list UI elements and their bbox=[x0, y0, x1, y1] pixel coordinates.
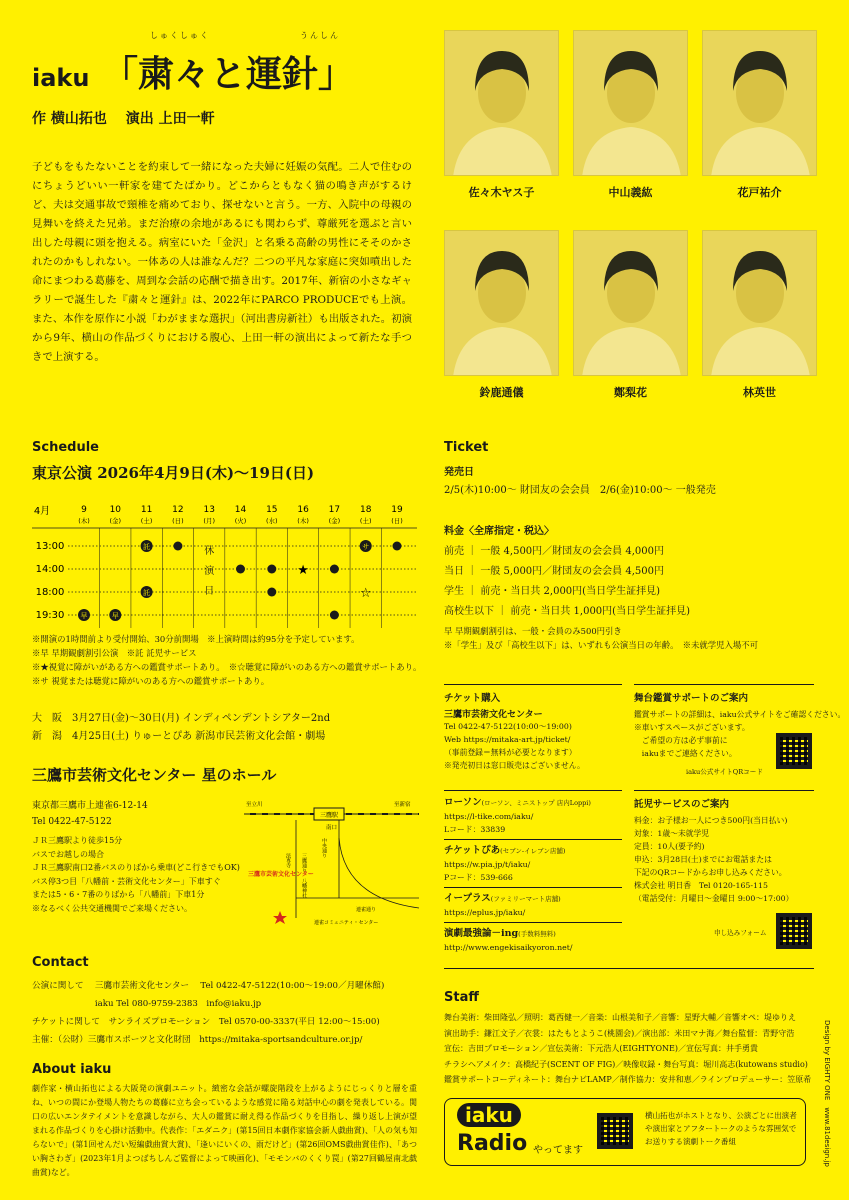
vendor-name: チケットぴあ bbox=[444, 845, 501, 856]
day-weekday: (木) bbox=[78, 517, 90, 525]
synopsis: 子どもをもたないことを約束して一緒になった夫婦に妊娠の気配。二人で住むのにちょうどいい一軒家を建てたばかり。どこからともなく猫の鳴き声がするけど、夫は交通事故で頸椎を痛めており、探せないと言う。一方、入院中の母親の見舞いを終えた兄弟。まだ治療の余地があるにも関わらず、尊厳死を選ぶと言い出した母親に頭を抱える。病室にいた「金沢」と名乗る高齢の男性にそそのかされたのかもしれない。一体あの人は誰なんだ？二つの平凡な家庭に突如噴出した命にまつわる葛藤を、周到な会話の応酬で描き出す。2017年、新宿の小さなギャラリーで誕生した『粛々と運針』は、2022年にPARCO PRODUCEでも上演。また、本作を原作に小説「わがままな選択」（河出書房新社）も出版された。初演から9年、横山の作品づくりにおける腹心、上田一軒の演出によって新たな手つきで上演する。 bbox=[32, 161, 412, 363]
title-ruby-2: うんしん bbox=[300, 31, 340, 40]
tel-line: Tel 0422-47-5122 bbox=[32, 817, 112, 827]
vendor-sub: (ファミリーマート店舗) bbox=[490, 895, 561, 903]
schedule-heading: Schedule bbox=[32, 440, 99, 455]
vendor-line[interactable]: Pコード：539-666 bbox=[444, 873, 513, 882]
childcare-line: 対象：1歳～未就学児 bbox=[634, 829, 710, 838]
venue-address bbox=[32, 798, 148, 830]
map-community: 連雀コミュニティ・センター bbox=[314, 920, 379, 926]
map-station: 三鷹駅 bbox=[319, 812, 339, 819]
schedule-note: ※開演の1時間前より受付開始、30分前開場 ※上演時間は約95分を予定しています。 bbox=[32, 634, 360, 644]
performance-mark bbox=[267, 588, 276, 597]
about-heading: About iaku bbox=[32, 1062, 112, 1077]
schedule-note: ※サ 視覚または聴覚に障がいのある方への鑑賞サポートあり。 bbox=[32, 676, 270, 686]
special-mark-label: 早 bbox=[111, 612, 119, 620]
support-qr-label: iaku公式サイトQRコード bbox=[686, 768, 763, 776]
title-ruby-1: しゅくしゅく bbox=[150, 31, 210, 40]
day-number: 13 bbox=[203, 505, 215, 515]
tour-info bbox=[32, 710, 330, 746]
price-block bbox=[444, 522, 758, 652]
support-mark: ☆ bbox=[359, 586, 372, 601]
vendor-line[interactable]: https://w.pia.jp/t/iaku/ bbox=[444, 860, 531, 869]
access-line: バスでお越しの場合 bbox=[32, 849, 104, 859]
vendor-name: 演劇最強論－ing bbox=[444, 928, 519, 939]
mitaka-line: ※発売初日は窓口販売はございません。 bbox=[444, 761, 585, 770]
mitaka-line: Tel 0422-47-5122(10:00～19:00) bbox=[444, 722, 572, 731]
day-number: 12 bbox=[172, 505, 184, 515]
map-street2: 中央通り bbox=[321, 838, 327, 858]
access-line: または5・6・7番のりばから「八幡前」下車1分 bbox=[32, 890, 205, 899]
cast-name: 中山義紘 bbox=[608, 186, 653, 199]
staff-heading: Staff bbox=[444, 990, 479, 1005]
tour-line: 大 阪 3月27日(金)～30日(月) インディペンデントシアター2nd bbox=[32, 713, 331, 724]
day-weekday: (土) bbox=[140, 517, 153, 525]
vendor-line[interactable]: http://www.engekisaikyoron.net/ bbox=[444, 943, 573, 952]
cast-member bbox=[444, 30, 559, 200]
contact-line: 主催：（公財）三鷹市スポーツと文化財団 https://mitaka-sportsandculture.or.jp/ bbox=[32, 1035, 363, 1045]
map-line-left: 至立川 bbox=[246, 802, 263, 808]
vendor-name: イープラス bbox=[444, 893, 491, 904]
support-qr-code[interactable] bbox=[776, 733, 812, 769]
vendor-sub: (セブン-イレブン店舗) bbox=[500, 847, 566, 855]
schedule-title: 東京公演 2026年4月9日(木)～19日(日) bbox=[32, 464, 315, 482]
radio-logo-top: iaku bbox=[457, 1103, 521, 1127]
vendor-eplus bbox=[444, 892, 622, 923]
map-south-exit: 南口 bbox=[326, 825, 338, 831]
childcare-heading: 託児サービスのご案内 bbox=[634, 799, 730, 810]
day-weekday: (金) bbox=[109, 517, 122, 525]
childcare-qr-code[interactable] bbox=[776, 913, 812, 949]
about-text: 劇作家・横山拓也による大阪発の演劇ユニット。緻密な会話が螺旋階段を上がるようにじっくりと層を重ね、いつの間にか登場人物たちの葛藤に立ち会っているような感覚に陥る対話中心の劇を発表している。関口の広いエンタテイメントを意識しながら、大人の鑑賞に耐え得る作品づくりを目指し、繰り返し上演が望まれる作品づくりを心掛け活動中。代表作：「エダニク」(第15回日本劇作家協会新人戯曲賞)、「人の気も知らないで」(第1回せんだい短編戯曲賞大賞)、「逢いにいくの、雨だけど」(第26回OMS戯曲賞佳作)、「あつい胸さわぎ」(2023年1月よつばちしんご監督によって映画化)、「モモンバのくくり罠」(第27回鶴屋南北戯曲賞)など。 bbox=[32, 1084, 417, 1177]
price-line: 前売 ｜ 一般 4,500円／財団友の会会員 4,000円 bbox=[444, 546, 664, 557]
special-mark-label: 託 bbox=[143, 589, 151, 597]
mitaka-line: Web https://mitaka-art.jp/ticket/ bbox=[444, 735, 571, 744]
staff-line: 演出助手：鎌江文子／衣裳：はたもとようこ(桃園会)／演出部：米田マナ海／舞台監督：青野守浩 bbox=[444, 1028, 795, 1038]
price-note: 早 早期観劇割引は、一般・会員のみ500円引き bbox=[444, 626, 622, 636]
address-line: 東京都三鷹市上連雀6-12-14 bbox=[32, 801, 148, 811]
cast-name: 林英世 bbox=[743, 386, 776, 399]
time-label: 13:00 bbox=[35, 541, 65, 552]
cast-photo bbox=[444, 30, 559, 176]
radio-desc: 横山拓也がホストとなり、公演ごとに出演者や演出家とアフタートークのような雰囲気でお送りする演劇トーク番組 bbox=[645, 1111, 797, 1146]
support-line: 鑑賞サポートの詳細は、iaku公式サイトをご確認ください。 bbox=[634, 710, 846, 719]
support-line: ご希望の方は必ず事前に bbox=[634, 736, 728, 745]
childcare-line: （電話受付：月曜日～金曜日 9:00～17:00） bbox=[634, 894, 794, 903]
special-mark-label: 早 bbox=[80, 612, 88, 620]
credits: 作 横山拓也 演出 上田一軒 bbox=[32, 111, 215, 127]
day-weekday: (水) bbox=[266, 517, 278, 525]
performance-mark bbox=[393, 542, 402, 551]
radio-qr-code[interactable] bbox=[597, 1113, 633, 1149]
purchase-box bbox=[444, 690, 622, 772]
vendor-name: ローソン bbox=[444, 797, 482, 808]
title-text: 「粛々と運針」 bbox=[102, 53, 355, 95]
page-title bbox=[32, 46, 354, 97]
cast-name: 佐々木ヤス子 bbox=[468, 186, 535, 199]
staff-line: 鑑賞サポートコーディネート：舞台ナビLAMP／制作協力：安井和恵／ラインプロデューサー：笠原希 bbox=[444, 1075, 812, 1084]
map-street3: 法専寺 bbox=[285, 853, 291, 868]
schedule-note: ※★視覚に障がいがある方への鑑賞サポートあり。 ※☆聴覚に障がいのある方への鑑賞サポートあり。 bbox=[32, 662, 422, 672]
purchase-mitaka: 三鷹市芸術文化センター bbox=[444, 710, 543, 720]
price-note: ※「学生」及び「高校生以下」は、いずれも公演当日の年齢。 ※未就学児入場不可 bbox=[444, 640, 759, 650]
performance-mark bbox=[267, 565, 276, 574]
day-number: 19 bbox=[391, 505, 403, 515]
purchase-others bbox=[444, 796, 622, 958]
staff-list bbox=[444, 1010, 811, 1088]
map-center: 三鷹市芸術文化センター bbox=[248, 871, 314, 878]
support-line: iakuまでご連絡ください。 bbox=[634, 749, 737, 758]
day-number: 11 bbox=[140, 505, 153, 515]
price-line: 当日 ｜ 一般 5,000円／財団友の会会員 4,500円 bbox=[444, 566, 664, 577]
access-line: ＪＲ三鷹駅南口2番バスのりばから乗車(どこ行きでもOK) bbox=[32, 863, 240, 872]
access-line: ※なるべく公共交通機関でご来場ください。 bbox=[32, 903, 192, 913]
access-map bbox=[244, 798, 419, 928]
schedule-note: ※早 早期観劇割引公演 ※託 託児サービス bbox=[32, 648, 197, 658]
support-line: ※車いすスペースがございます。 bbox=[634, 723, 750, 732]
contact-line: iaku Tel 080-9759-2383 info@iaku.jp bbox=[32, 999, 262, 1009]
childcare-line: 料金：お子様お一人につき500円(当日払い) bbox=[634, 816, 788, 825]
performance-mark bbox=[173, 542, 182, 551]
month-label: 4月 bbox=[33, 506, 51, 517]
cast-member bbox=[573, 230, 688, 400]
ticket-sale bbox=[444, 464, 716, 500]
vendor-line[interactable]: https://l-tike.com/iaku/ bbox=[444, 812, 534, 821]
vendor-lawson bbox=[444, 796, 622, 840]
childcare-line: 申込：3月28日(土)までにお電話または bbox=[634, 855, 772, 864]
staff-line: 舞台美術：柴田隆弘／照明：葛西健一／音楽：山根美和子／音響：星野大輔／音響オペ：堤ゆりえ bbox=[444, 1013, 796, 1022]
support-mark: ★ bbox=[297, 563, 309, 578]
vendor-line[interactable]: Lコード：33839 bbox=[444, 825, 506, 834]
cast-member bbox=[702, 230, 817, 400]
contact-info bbox=[32, 977, 384, 1049]
mitaka-line: （事前登録＝無料が必要となります） bbox=[444, 748, 577, 757]
cast-photo bbox=[702, 30, 817, 176]
cast-member bbox=[702, 30, 817, 200]
contact-heading: Contact bbox=[32, 955, 89, 970]
cast-name: 鄭梨花 bbox=[614, 386, 647, 399]
title-prefix: iaku bbox=[32, 64, 90, 92]
access-line: ＪＲ三鷹駅より徒歩15分 bbox=[32, 836, 123, 845]
vendor-engeki bbox=[444, 927, 622, 954]
special-mark-label: サ bbox=[362, 543, 370, 551]
price-line: 学生 ｜ 前売・当日共 2,000円(当日学生証拝見) bbox=[444, 586, 660, 597]
map-shrine: 八幡神社 bbox=[301, 878, 307, 898]
vendor-line[interactable]: https://eplus.jp/iaku/ bbox=[444, 908, 526, 917]
contact-line: チケットに関して サンライズプロモーション Tel 0570-00-3337(平日 12:00～15:00) bbox=[32, 1017, 380, 1027]
venue-name: 三鷹市芸術文化センター 星のホール bbox=[32, 766, 277, 784]
tour-line: 新 潟 4月25日(土) りゅーとぴあ 新潟市民芸術文化会館・劇場 bbox=[32, 731, 326, 742]
radio-banner bbox=[444, 1098, 806, 1166]
day-weekday: (木) bbox=[297, 517, 309, 525]
time-label: 18:00 bbox=[35, 587, 65, 598]
closed-day-label: 休 bbox=[204, 546, 215, 557]
performance-mark bbox=[330, 611, 339, 620]
closed-day-label: 日 bbox=[204, 586, 215, 597]
time-label: 19:30 bbox=[35, 610, 65, 621]
day-weekday: (日) bbox=[172, 517, 184, 525]
sale-label: 発売日 bbox=[444, 467, 474, 478]
cast-member bbox=[573, 30, 688, 200]
day-number: 16 bbox=[297, 505, 309, 515]
staff-line: チラシヘアメイク：高橋紀子(SCENT OF FIG)／映像収録・舞台写真：堀川高志(kutowans studio) bbox=[444, 1059, 808, 1069]
day-number: 17 bbox=[328, 505, 341, 515]
time-label: 14:00 bbox=[35, 564, 65, 575]
day-number: 9 bbox=[81, 505, 87, 515]
access-info bbox=[32, 834, 240, 915]
vendor-pia bbox=[444, 844, 622, 888]
schedule-table bbox=[32, 500, 417, 630]
price-line: 高校生以下 ｜ 前売・当日共 1,000円(当日学生証拝見) bbox=[444, 606, 690, 617]
cast-member bbox=[444, 230, 559, 400]
access-line: バス停3つ目「八幡前・芸術文化センター」下車すぐ bbox=[32, 876, 221, 886]
staff-line: 宣伝：吉田プロモーション／宣伝美術：下元浩人(EIGHTYONE)／宣伝写真：井手勇貴 bbox=[444, 1044, 758, 1053]
sale-line: 2/5(木)10:00～ 財団友の会会員 2/6(金)10:00～ 一般発売 bbox=[444, 485, 716, 496]
cast-photo bbox=[573, 30, 688, 176]
map-line-right: 至新宿 bbox=[394, 802, 411, 808]
schedule-notes bbox=[32, 632, 421, 688]
ticket-heading: Ticket bbox=[444, 440, 489, 455]
price-label: 料金〈全席指定・税込〉 bbox=[444, 526, 554, 537]
performance-mark bbox=[236, 565, 245, 574]
childcare-line: 定員：10人(要予約) bbox=[634, 842, 705, 851]
purchase-heading: チケット購入 bbox=[444, 693, 501, 704]
childcare-qr-label: 申し込みフォーム bbox=[714, 929, 767, 937]
vendor-sub: (ローソン、ミニストップ 店内Loppi) bbox=[481, 799, 591, 807]
radio-logo-bottom: Radio bbox=[457, 1131, 528, 1156]
childcare-line: 下記のQRコードからお申し込みください。 bbox=[634, 868, 787, 877]
childcare-line: 株式会社 明日香 Tel 0120-165-115 bbox=[634, 881, 768, 890]
closed-day-label: 演 bbox=[204, 566, 215, 577]
performance-mark bbox=[330, 565, 339, 574]
day-number: 18 bbox=[359, 505, 372, 515]
cast-name: 花戸祐介 bbox=[737, 186, 782, 199]
cast-photo bbox=[444, 230, 559, 376]
map-renjaku: 連雀通り bbox=[356, 907, 377, 913]
day-weekday: (金) bbox=[328, 517, 341, 525]
day-weekday: (月) bbox=[203, 517, 215, 525]
vendor-sub: (手数料無料) bbox=[518, 930, 556, 938]
radio-tagline: やってます bbox=[533, 1145, 583, 1156]
support-heading: 舞台鑑賞サポートのご案内 bbox=[634, 693, 749, 704]
cast-photo bbox=[573, 230, 688, 376]
contact-line: 公演に関して 三鷹市芸術文化センター Tel 0422-47-5122(10:00～19:00／月曜休館) bbox=[32, 981, 385, 991]
day-number: 15 bbox=[266, 505, 278, 515]
map-street1: 三鷹通り bbox=[301, 853, 307, 873]
day-weekday: (火) bbox=[234, 517, 247, 525]
design-credit: Design by EIGHTY ONE www.81design.jp bbox=[823, 1020, 831, 1167]
day-weekday: (日) bbox=[391, 517, 403, 525]
day-number: 14 bbox=[234, 505, 247, 515]
cast-photo bbox=[702, 230, 817, 376]
day-weekday: (土) bbox=[359, 517, 372, 525]
special-mark-label: 託 bbox=[143, 543, 151, 551]
cast-name: 鈴鹿通儀 bbox=[479, 386, 524, 399]
day-number: 10 bbox=[109, 505, 122, 515]
